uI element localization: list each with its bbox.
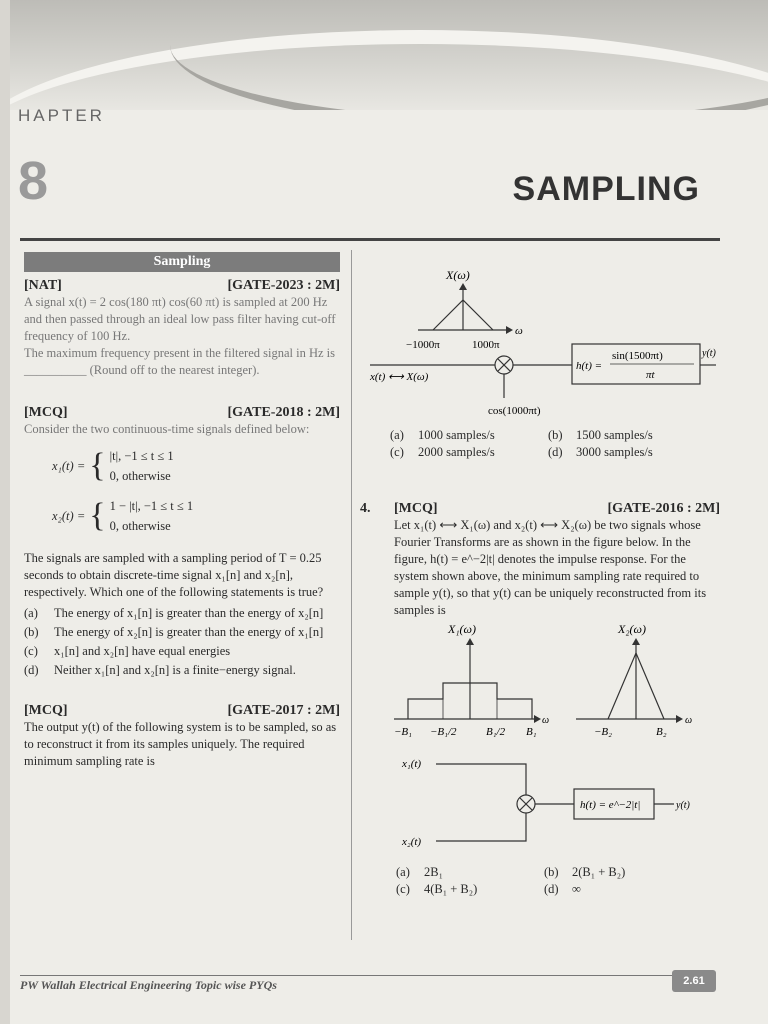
q3-option-d-text[interactable]: 3000 samples/s <box>576 445 653 459</box>
q4-text: Let x₁(t) ⟷ X₁(ω) and x₂(t) ⟷ X₂(ω) be two signals whose Fourier Transforms are as shown in the figure below. In the figure, h(t) = e^−2|t| denotes the impulse response. For the system shown above, the minimum sampling rate required to sample y(t), so that y(t) can be uniquely reconstructed from its samples is <box>394 518 707 617</box>
q3-spectrum-label: X(ω) <box>446 268 470 282</box>
q4-tick-pos-b2: B₂ <box>656 726 667 738</box>
q3-text: The output y(t) of the following system is to be sampled, so as to reconstruct it from its samples uniquely. The required minimum sampling rate is <box>24 720 337 768</box>
q2-option-b-text: The energy of x₂[n] is greater than the energy of x₁[n] <box>54 625 324 639</box>
q2-options <box>24 605 340 679</box>
chapter-title: SAMPLING <box>512 170 700 208</box>
x2-brace: { <box>89 497 106 534</box>
x2-case1: 1 − |t|, −1 ≤ t ≤ 1 <box>109 499 194 513</box>
q4-option-a-text[interactable]: 2B₁ <box>424 865 443 879</box>
question-2 <box>24 405 340 679</box>
q4-input1-line <box>436 764 526 795</box>
q3-option-a-text[interactable]: 1000 samples/s <box>418 428 495 442</box>
q3-option-a-label[interactable]: (a) <box>390 428 404 442</box>
q2-text2: The signals are sampled with a sampling period of T = 0.25 seconds to obtain discrete-time signal x₁[n] and x₂[n], respectively. Which one of the following statements is true? <box>24 551 324 599</box>
q2-option-b-label: (b) <box>24 625 39 639</box>
q3-omega: ω <box>515 325 523 337</box>
q4-output-label: y(t) <box>676 800 690 811</box>
q2-option-a-label: (a) <box>24 606 38 620</box>
q4-option-c-text[interactable]: 4(B₁ + B₂) <box>424 882 478 896</box>
left-column <box>24 252 340 770</box>
q3-filter-num: sin(1500πt) <box>612 350 663 362</box>
q2-type: [MCQ] <box>24 405 68 420</box>
q1-note: (Round off to the nearest integer). <box>89 363 260 377</box>
q2-option-d[interactable] <box>24 662 340 679</box>
q4-x2-omega: ω <box>685 715 693 726</box>
q4-option-d-text[interactable]: ∞ <box>572 882 581 896</box>
q4-option-a-label[interactable]: (a) <box>396 865 410 879</box>
q4-system-figure <box>386 619 746 859</box>
q4-x1-y-arrow <box>466 638 474 645</box>
q2-text: Consider the two continuous-time signals defined below: <box>24 422 310 436</box>
q4-x2-x-arrow <box>676 715 683 723</box>
q1-blank: __________ <box>24 363 87 377</box>
right-column <box>360 252 720 898</box>
q4-x1-omega: ω <box>542 715 550 726</box>
q4-tick-neg-b1: −B₁ <box>394 726 412 738</box>
footer-rule <box>20 975 692 976</box>
q4-x2-y-arrow <box>632 638 640 645</box>
q4-input2-line <box>436 813 526 841</box>
q3-options <box>390 427 720 461</box>
q3-system-figure <box>360 252 720 422</box>
x2-lhs: x₂(t) = <box>52 508 86 523</box>
q2-tag: [GATE-2018 : 2M] <box>227 405 340 420</box>
x2-definition <box>52 496 340 536</box>
chapter-banner <box>10 0 768 110</box>
x1-brace: { <box>89 447 106 484</box>
question-1 <box>24 278 340 379</box>
q4-x1-label: X₁(ω) <box>448 622 476 636</box>
q1-text: A signal x(t) = 2 cos(180 πt) cos(60 πt) is sampled at 200 Hz and then passed through an ideal low pass filter having cut-off frequency of 100 Hz. <box>24 295 336 343</box>
q3-spectrum-x-arrow <box>506 326 513 334</box>
x1-case2: 0, otherwise <box>109 469 171 483</box>
q2-option-d-label: (d) <box>24 663 39 677</box>
q3-option-c-label[interactable]: (c) <box>390 445 404 459</box>
q1-tag: [GATE-2023 : 2M] <box>227 278 340 293</box>
q4-option-b-text[interactable]: 2(B₁ + B₂) <box>572 865 626 879</box>
q3-input-label: x(t) ⟷ X(ω) <box>370 371 429 383</box>
q1-text2-main: The maximum frequency present in the filtered signal in Hz is <box>24 346 336 360</box>
column-divider <box>351 250 352 940</box>
x1-case1: |t|, −1 ≤ t ≤ 1 <box>109 449 174 463</box>
q4-filter-label: h(t) = e^−2|t| <box>580 799 641 811</box>
q4-tick-pos-half: B₁/2 <box>486 726 506 738</box>
q4-option-d-label[interactable]: (d) <box>544 882 559 896</box>
q3-tick-neg: −1000π <box>406 339 440 351</box>
q4-tick-neg-b2: −B₂ <box>594 726 612 738</box>
q4-x1-x-arrow <box>534 715 541 723</box>
q3-option-c-text[interactable]: 2000 samples/s <box>418 445 495 459</box>
q2-option-c[interactable] <box>24 643 340 660</box>
q4-options <box>396 864 720 898</box>
q1-type: [NAT] <box>24 278 62 293</box>
q2-option-c-label: (c) <box>24 644 38 658</box>
chapter-number: 8 <box>18 151 49 211</box>
title-rule <box>20 238 720 241</box>
q3-option-d-label[interactable]: (d) <box>548 445 563 459</box>
q4-tick-pos-b1: B₁ <box>526 726 537 738</box>
q2-option-d-text: Neither x₁[n] and x₂[n] is a finite−energy signal. <box>54 663 296 677</box>
q3-tick-pos: 1000π <box>472 339 500 351</box>
q4-type: [MCQ] <box>394 501 438 516</box>
q3-filter-lhs: h(t) = <box>576 360 603 372</box>
q2-option-a[interactable] <box>24 605 340 622</box>
q4-tick-neg-half: −B₁/2 <box>430 726 457 738</box>
question-4 <box>360 495 720 619</box>
q4-input1-label: x₁(t) <box>402 758 422 770</box>
q3-option-b-text[interactable]: 1500 samples/s <box>576 428 653 442</box>
footer-text: PW Wallah Electrical Engineering Topic wise PYQs <box>20 978 277 992</box>
question-3 <box>24 703 340 770</box>
q4-tag: [GATE-2016 : 2M] <box>607 501 720 516</box>
q4-option-b-label[interactable]: (b) <box>544 865 559 879</box>
q3-type: [MCQ] <box>24 703 68 718</box>
banner-arc-dark <box>170 0 768 110</box>
q3-option-b-label[interactable]: (b) <box>548 428 563 442</box>
chapter-word: HAPTER <box>18 106 105 125</box>
book-page <box>10 0 768 1024</box>
q3-filter-den: πt <box>646 369 655 381</box>
q3-output-label: y(t) <box>702 348 716 359</box>
q3-carrier-label: cos(1000πt) <box>488 405 541 417</box>
x1-definition <box>52 446 340 486</box>
q3-spectrum-y-arrow <box>459 283 467 290</box>
x1-lhs: x₁(t) = <box>52 458 86 473</box>
q2-option-b[interactable] <box>24 624 340 641</box>
section-title: Sampling <box>24 252 340 272</box>
q4-number: 4. <box>360 501 371 516</box>
page-number: 2.61 <box>672 970 716 992</box>
q4-option-c-label[interactable]: (c) <box>396 882 410 896</box>
q2-option-c-text: x₁[n] and x₂[n] have equal energies <box>54 644 231 658</box>
q2-option-a-text: The energy of x₁[n] is greater than the energy of x₂[n] <box>54 606 324 620</box>
q4-x2-label: X₂(ω) <box>618 622 646 636</box>
q4-input2-label: x₂(t) <box>402 836 422 848</box>
q3-tag: [GATE-2017 : 2M] <box>227 703 340 718</box>
q1-text2 <box>24 345 340 379</box>
x2-case2: 0, otherwise <box>109 519 171 533</box>
